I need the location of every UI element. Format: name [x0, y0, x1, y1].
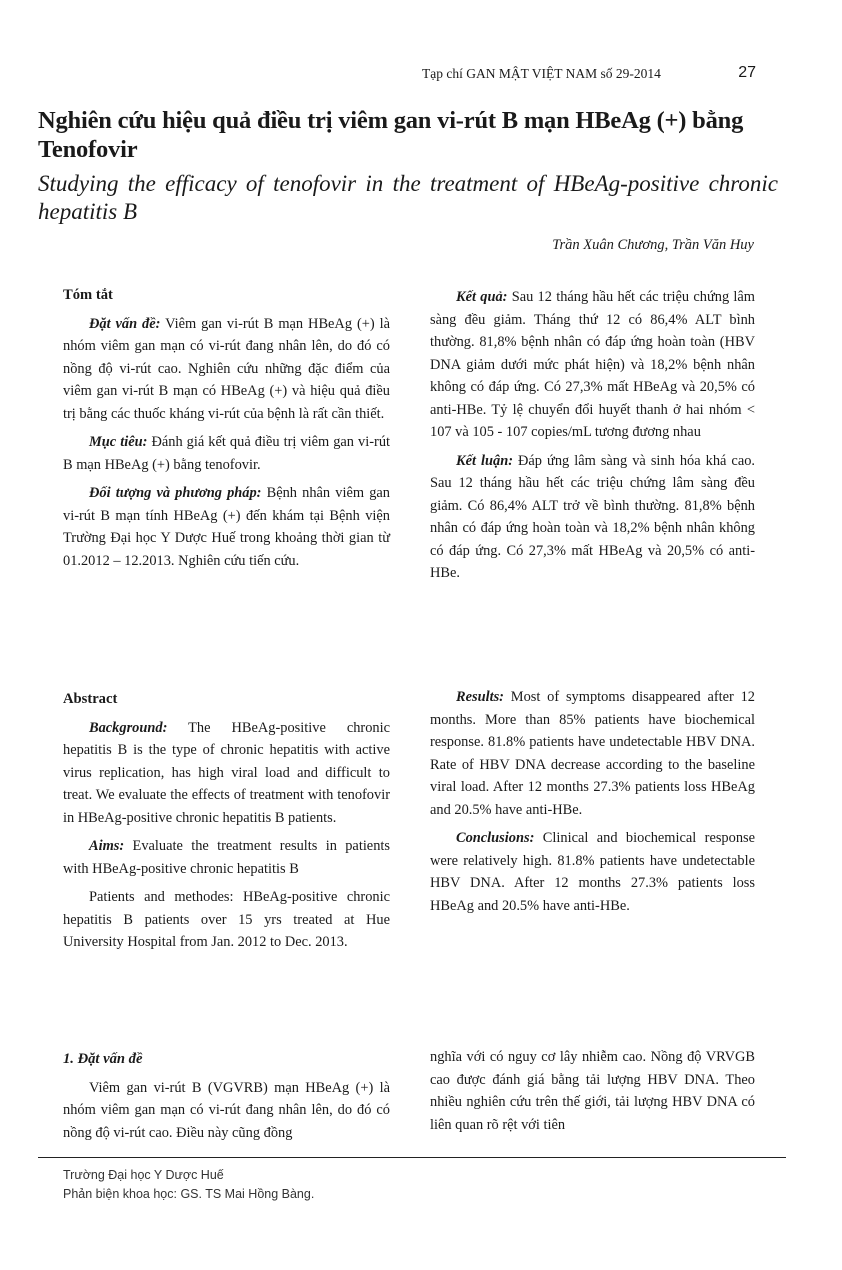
doi-tuong-paragraph: [63, 482, 390, 572]
abstract-heading: Abstract: [63, 691, 118, 707]
patients-paragraph: Patients and methodes: HBeAg-positive chronic hepatitis B patients over 15 yrs treated at Hue University Hospital from Jan. 2012 to Dec. 2013.: [63, 889, 390, 950]
tom-tat-results-section: [430, 286, 755, 591]
section-1-left: [63, 1048, 390, 1150]
footnote-reviewer: Phản biện khoa học: GS. TS Mai Hồng Bàng.: [63, 1187, 315, 1201]
doi-tuong-label: Đối tượng và phương pháp:: [89, 485, 262, 501]
background-label: Background:: [89, 719, 168, 736]
ket-qua-text: Sau 12 tháng hầu hết các triệu chứng lâm sàng đều giảm. Tháng thứ 12 có 86,4% ALT bình thường. 81,8% bệnh nhân có đáp ứng hoàn toàn (HBV DNA giảm dưới mức phát hiện) và 18,2% bệnh nhân không có đáp ứng. Có 27,3% mất HBeAg và 20,5% có anti-HBe. Tỷ lệ chuyển đổi huyết thanh ở hai nhóm < 107 và 105 - 107 copies/mL tương đương nhau: [430, 289, 755, 440]
background-text: The HBeAg-positive chronic hepatitis B is the type of chronic hepatitis with active virus replication, has high viral load and difficult to treat. We evaluate the effects of treatment with tenofovir in HBeAg-positive chronic hepatitis B patients.: [63, 719, 390, 826]
tom-tat-section: [63, 284, 390, 578]
muc-tieu-text: Đánh giá kết quả điều trị viêm gan vi-rút B mạn HBeAg (+) bằng tenofovir.: [63, 434, 391, 473]
page-number: 27: [738, 64, 756, 81]
conclusions-paragraph: [430, 827, 755, 917]
abstract-section: [63, 688, 390, 960]
ket-luan-paragraph: [430, 450, 755, 585]
ket-luan-label: Kết luận:: [456, 452, 513, 469]
conclusions-label: Conclusions:: [456, 830, 535, 846]
tom-tat-heading: Tóm tắt: [63, 287, 113, 303]
ket-luan-text: Đáp ứng lâm sàng và sinh hóa khá cao. Sau 12 tháng hầu hết các triệu chứng lâm sàng đều giảm. Có 86,4% ALT trở về bình thường. 81,8% bệnh nhân có đáp ứng hoàn toàn và 18,2% bệnh nhân không có đáp ứng. Có 27,3% mất HBeAg và 20,5% có anti-HBe.: [430, 452, 755, 581]
journal-name: Tạp chí GAN MẬT VIỆT NAM số 29-2014: [422, 66, 661, 81]
section-1-heading: 1. Đặt vấn đề: [63, 1051, 143, 1067]
background-paragraph: [63, 717, 390, 830]
muc-tieu-paragraph: [63, 431, 390, 476]
footnote-divider: [38, 1157, 786, 1158]
paper-subtitle: Studying the efficacy of tenofovir in the treatment of HBeAg-positive chronic hepatitis B: [38, 171, 778, 224]
paper-title: Nghiên cứu hiệu quả điều trị viêm gan vi-rút B mạn HBeAg (+) bằng Tenofovir: [38, 107, 744, 163]
section-1-right: [430, 1046, 755, 1142]
muc-tieu-label: Mục tiêu:: [89, 434, 148, 450]
ket-qua-paragraph: [430, 286, 755, 444]
doi-tuong-text: Bệnh nhân viêm gan vi-rút B mạn tính HBeAg (+) đến khám tại Bệnh viện Trường Đại học Y Dược Huế trong khoảng thời gian từ 01.2012 – 12.2013. Nghiên cứu tiến cứu.: [63, 485, 390, 569]
footnote-affiliation: Trường Đại học Y Dược Huế: [63, 1168, 224, 1182]
ket-qua-label: Kết quả:: [456, 289, 508, 305]
results-paragraph: [430, 686, 755, 821]
aims-text: Evaluate the treatment results in patients with HBeAg-positive chronic hepatitis B: [63, 838, 390, 877]
dat-van-de-label: Đặt vấn đề:: [89, 315, 161, 332]
results-label: Results:: [456, 689, 504, 705]
dat-van-de-text: Viêm gan vi-rút B mạn HBeAg (+) là nhóm viêm gan mạn có vi-rút đang nhân lên, do đó có nồng độ vi-rút cao. Nghiên cứu những đặc điểm của viêm gan vi-rút B mạn có HBeAg (+) và hiệu quả điều trị bằng các thuốc kháng vi-rút của bệnh là rất cần thiết.: [63, 315, 390, 422]
conclusions-text: Clinical and biochemical response were relatively high. 81.8% patients have undetectable HBV DNA. After 12 months 27.3% patients loss HBeAg and 20.5% have anti-HBe.: [430, 830, 755, 914]
results-text: Most of symptoms disappeared after 12 months. More than 85% patients have biochemical response. 81.8% patients have undetectable HBV DNA. Rate of HBV DNA decrease according to the baseline viral load. After 12 months 27.3% patients loss HBeAg and 20.5% have anti-HBe.: [430, 689, 755, 818]
authors: Trần Xuân Chương, Trần Văn Huy: [552, 237, 754, 253]
section-1-left-text: Viêm gan vi-rút B (VGVRB) mạn HBeAg (+) là nhóm viêm gan mạn có vi-rút đang nhân lên, do đó có nồng độ vi-rút cao. Điều này cũng đồng: [63, 1079, 390, 1141]
dat-van-de-paragraph: [63, 313, 390, 426]
section-1-right-text: nghĩa với có nguy cơ lây nhiễm cao. Nồng độ VRVGB cao được đánh giá bằng tải lượng HBV DNA. Theo nhiều nghiên cứu trên thế giới, tải lượng HBV DNA có liên quan rõ rệt với tiên: [430, 1049, 755, 1133]
aims-paragraph: [63, 835, 390, 880]
aims-label: Aims:: [89, 838, 125, 854]
abstract-results-section: [430, 686, 755, 923]
